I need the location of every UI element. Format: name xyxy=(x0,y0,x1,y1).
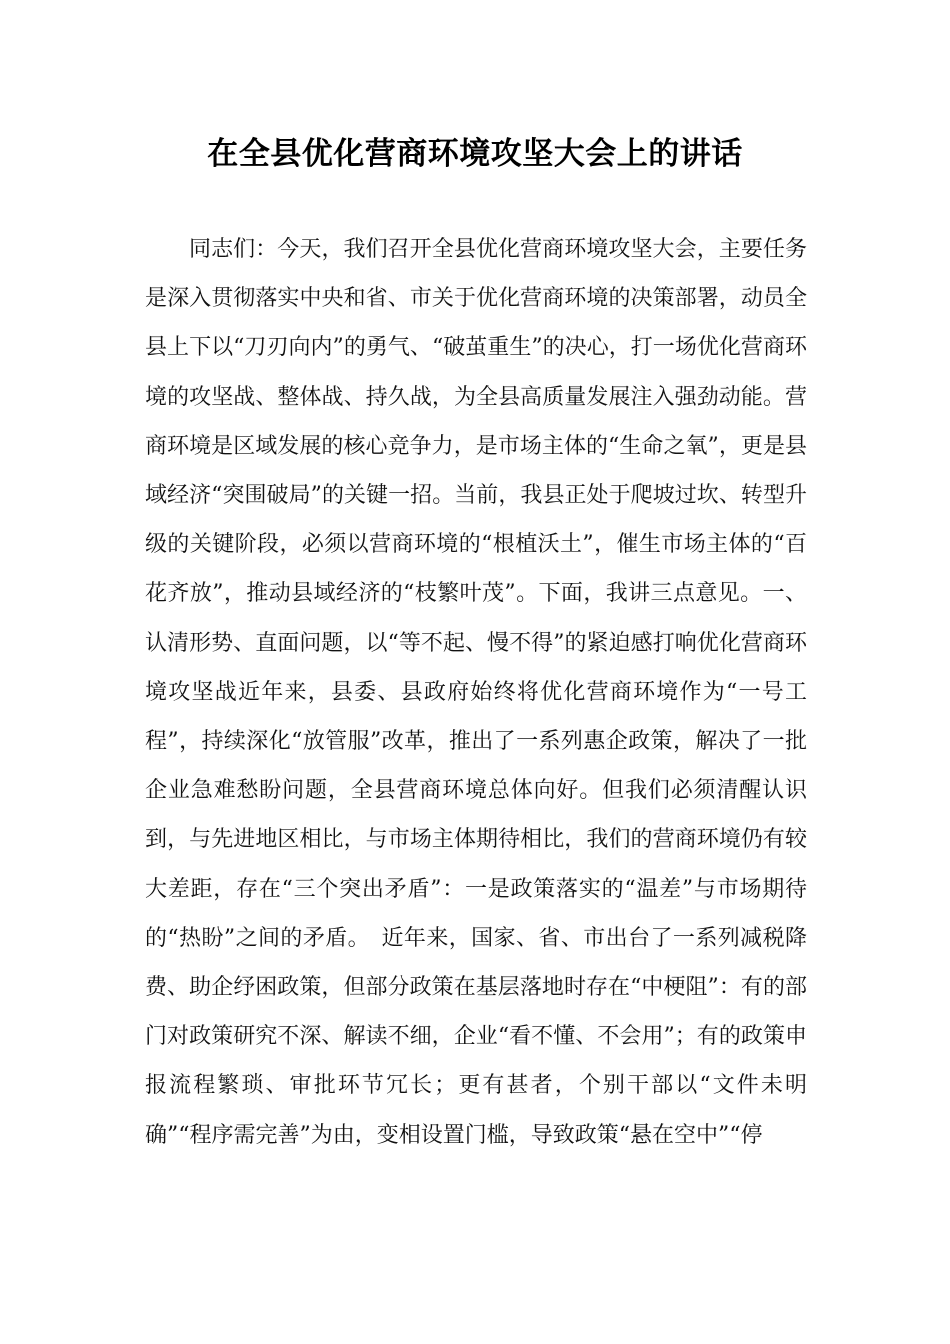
document-body-paragraph: 同志们：今天，我们召开全县优化营商环境攻坚大会，主要任务是深入贯彻落实中央和省、市关于优化营商环境的决策部署，动员全县上下以“刀刃向内”的勇气、“破茧重生”的决心，打一场优化营商环境的攻坚战、整体战、持久战，为全县高质量发展注入强劲动能。营商环境是区域发展的核心竞争力，是市场主体的“生命之氧”，更是县域经济“突围破局”的关键一招。当前，我县正处于爬坡过坎、转型升级的关键阶段，必须以营商环境的“根植沃土”，催生市场主体的“百花齐放”，推动县域经济的“枝繁叶茂”。下面，我讲三点意见。一、认清形势、直面问题，以“等不起、慢不得”的紧迫感打响优化营商环境攻坚战近年来，县委、县政府始终将优化营商环境作为“一号工程”，持续深化“放管服”改革，推出了一系列惠企政策，解决了一批企业急难愁盼问题，全县营商环境总体向好。但我们必须清醒认识到，与先进地区相比，与市场主体期待相比，我们的营商环境仍有较大差距，存在“三个突出矛盾”：一是政策落实的“温差”与市场期待的“热盼”之间的矛盾。 近年来，国家、省、市出台了一系列减税降费、助企纾困政策，但部分政策在基层落地时存在“中梗阻”：有的部门对政策研究不深、解读不细，企业“看不懂、不会用”；有的政策申报流程繁琐、审批环节冗长；更有甚者，个别干部以“文件未明确”“程序需完善”为由，变相设置门槛，导致政策“悬在空中”“停 xyxy=(145,237,807,1148)
document-title: 在全县优化营商环境攻坚大会上的讲话 xyxy=(207,136,743,172)
